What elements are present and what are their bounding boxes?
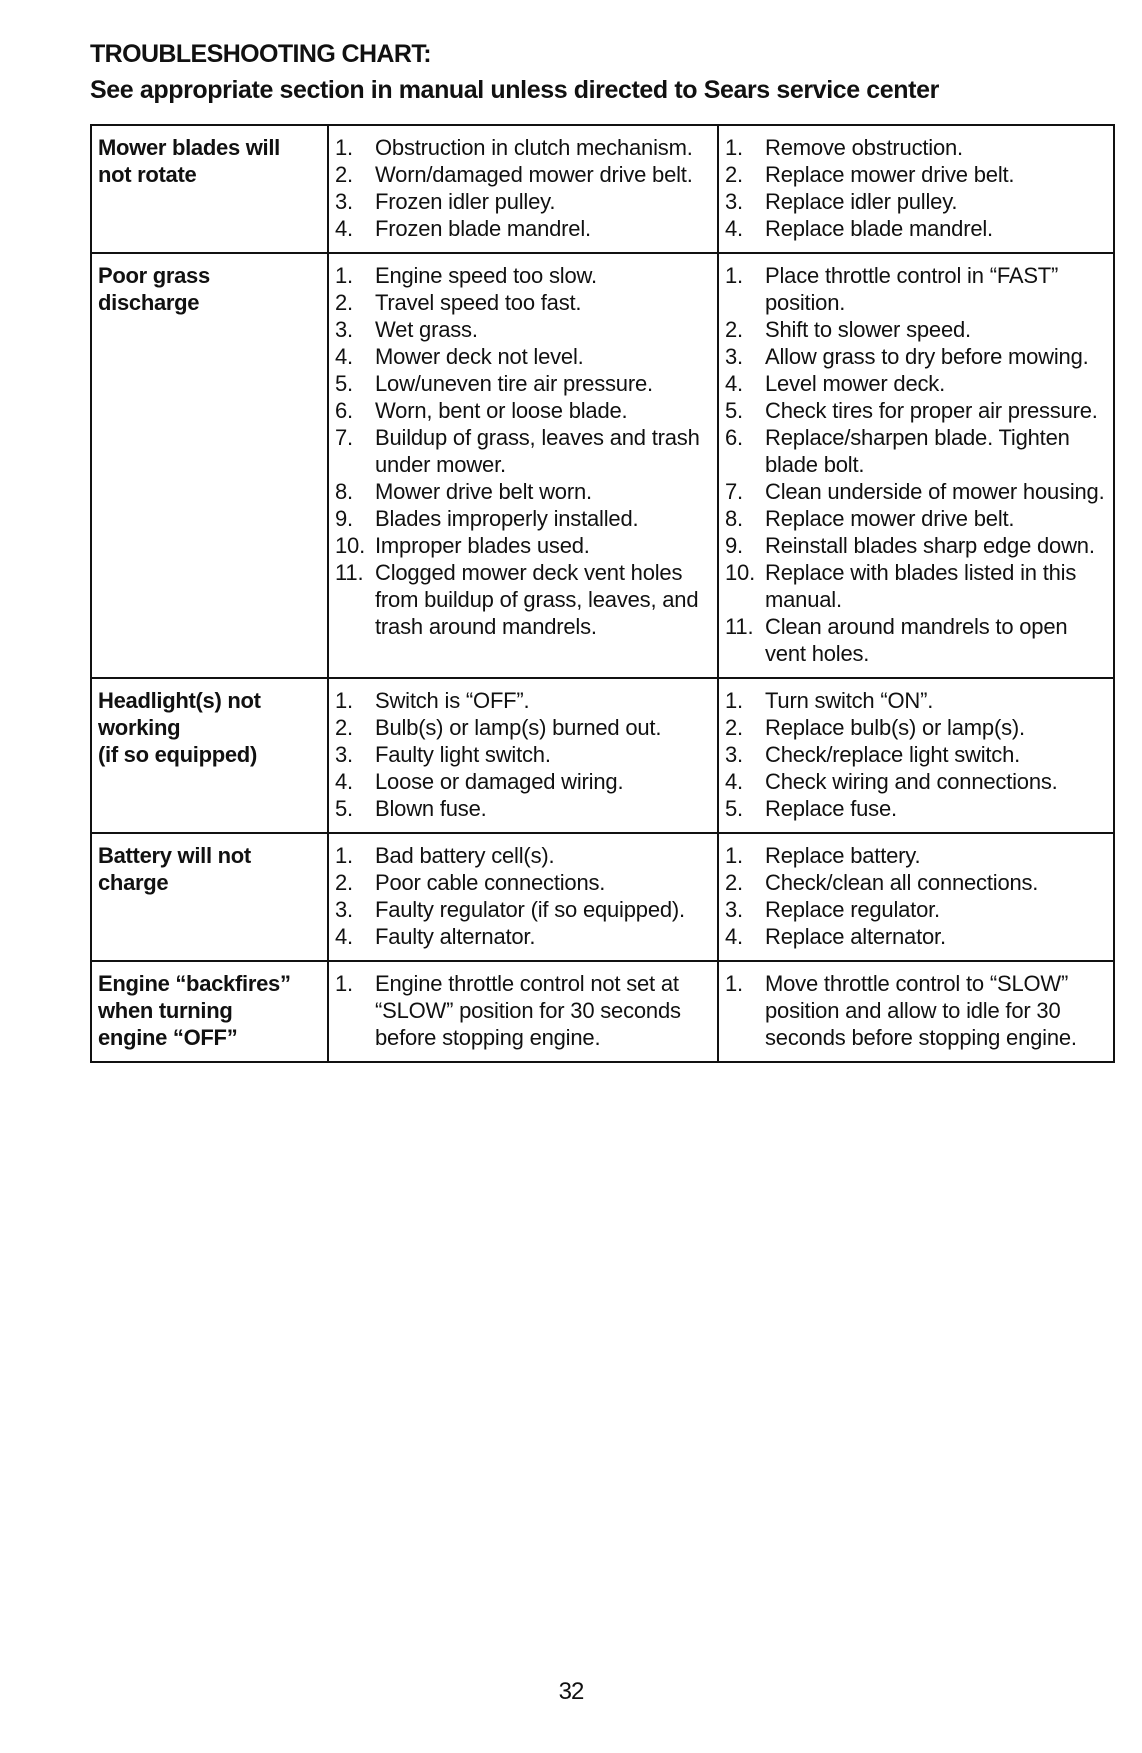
remedy-item [725,134,1107,161]
item-number: 11. [335,560,364,585]
cause-list [335,134,711,242]
item-text: Switch is “OFF”. [375,688,530,713]
item-number: 2. [725,715,743,740]
item-text: Check/clean all connections. [765,870,1039,895]
item-number: 7. [335,425,353,450]
cause-item [335,714,711,741]
item-number: 4. [335,924,353,949]
cause-cell [328,961,718,1062]
remedy-cell [718,961,1114,1062]
item-number: 1. [335,971,353,996]
item-number: 8. [335,479,353,504]
item-number: 5. [725,398,743,423]
item-number: 10. [335,533,365,558]
item-number: 1. [335,135,353,160]
remedy-list [725,970,1107,1051]
cause-item [335,505,711,532]
item-text: Clean around mandrels to open vent holes. [765,614,1068,666]
item-number: 9. [725,533,743,558]
item-text: Replace battery. [765,843,921,868]
remedy-item [725,343,1107,370]
cause-cell [328,125,718,253]
item-text: Faulty alternator. [375,924,536,949]
remedy-list [725,687,1107,822]
cause-item [335,896,711,923]
item-number: 3. [725,742,743,767]
problem-cell: Battery will not charge [91,833,328,961]
item-number: 7. [725,479,743,504]
remedy-item [725,923,1107,950]
item-number: 4. [725,769,743,794]
item-text: Turn switch “ON”. [765,688,934,713]
item-number: 1. [725,971,743,996]
cause-item [335,343,711,370]
cause-item [335,532,711,559]
item-number: 6. [335,398,353,423]
problem-cell: Mower blades will not rotate [91,125,328,253]
item-text: Clogged mower deck vent holes from buildup of grass, leaves, and trash around mandrels. [375,560,699,639]
item-text: Blown fuse. [375,796,487,821]
item-number: 4. [335,769,353,794]
item-text: Engine throttle control not set at “SLOW” position for 30 seconds before stopping engine. [375,971,681,1050]
item-number: 3. [335,317,353,342]
remedy-item [725,741,1107,768]
cause-item [335,262,711,289]
item-text: Move throttle control to “SLOW” position and allow to idle for 30 seconds before stopping engine. [765,971,1077,1050]
cause-item [335,687,711,714]
cause-item [335,741,711,768]
remedy-item [725,687,1107,714]
remedy-item [725,869,1107,896]
item-number: 1. [725,263,743,288]
table-row [91,125,1114,253]
item-text: Replace alternator. [765,924,946,949]
item-number: 4. [725,924,743,949]
item-number: 1. [725,135,743,160]
item-text: Buildup of grass, leaves and trash under mower. [375,425,700,477]
item-number: 5. [725,796,743,821]
item-text: Bad battery cell(s). [375,843,555,868]
problem-cell: Headlight(s) not working (if so equipped) [91,678,328,833]
item-number: 1. [335,843,353,868]
item-text: Mower drive belt worn. [375,479,592,504]
cause-item [335,842,711,869]
remedy-item [725,188,1107,215]
item-text: Replace mower drive belt. [765,506,1015,531]
cause-list [335,262,711,640]
item-number: 8. [725,506,743,531]
remedy-item [725,215,1107,242]
remedy-item [725,768,1107,795]
item-number: 1. [725,843,743,868]
item-number: 3. [725,344,743,369]
item-number: 2. [335,715,353,740]
item-number: 4. [725,371,743,396]
page-number: 32 [558,1678,584,1705]
remedy-list [725,842,1107,950]
troubleshooting-table [90,124,1115,1063]
cause-item [335,215,711,242]
item-text: Travel speed too fast. [375,290,582,315]
table-row [91,253,1114,678]
table-body [91,125,1114,1062]
cause-item [335,768,711,795]
item-text: Poor cable connections. [375,870,606,895]
item-number: 3. [725,189,743,214]
item-text: Low/uneven tire air pressure. [375,371,653,396]
cause-item [335,923,711,950]
item-text: Wet grass. [375,317,478,342]
cause-item [335,316,711,343]
remedy-list [725,262,1107,667]
item-number: 4. [335,216,353,241]
remedy-item [725,505,1107,532]
item-text: Allow grass to dry before mowing. [765,344,1089,369]
item-number: 4. [335,344,353,369]
remedy-item [725,262,1107,316]
cause-item [335,397,711,424]
remedy-item [725,613,1107,667]
item-number: 6. [725,425,743,450]
cause-cell [328,253,718,678]
remedy-cell [718,125,1114,253]
cause-cell [328,678,718,833]
item-number: 1. [335,263,353,288]
item-text: Replace fuse. [765,796,897,821]
cause-list [335,970,711,1051]
item-number: 3. [335,189,353,214]
item-text: Obstruction in clutch mechanism. [375,135,693,160]
item-text: Replace/sharpen blade. Tighten blade bolt. [765,425,1070,477]
remedy-cell [718,833,1114,961]
item-text: Faulty regulator (if so equipped). [375,897,685,922]
cause-list [335,687,711,822]
remedy-item [725,478,1107,505]
item-number: 5. [335,371,353,396]
item-text: Clean underside of mower housing. [765,479,1105,504]
item-text: Worn/damaged mower drive belt. [375,162,693,187]
item-number: 2. [335,162,353,187]
item-number: 3. [725,897,743,922]
remedy-list [725,134,1107,242]
item-number: 3. [335,897,353,922]
cause-item [335,970,711,1051]
remedy-item [725,161,1107,188]
item-text: Replace blade mandrel. [765,216,993,241]
item-text: Replace with blades listed in this manual. [765,560,1077,612]
item-text: Bulb(s) or lamp(s) burned out. [375,715,662,740]
remedy-item [725,896,1107,923]
item-number: 1. [335,688,353,713]
remedy-item [725,532,1107,559]
item-text: Place throttle control in “FAST” position. [765,263,1059,315]
item-number: 2. [725,162,743,187]
item-number: 2. [725,317,743,342]
item-text: Check/replace light switch. [765,742,1021,767]
item-number: 11. [725,614,754,639]
item-number: 2. [725,870,743,895]
item-number: 2. [335,290,353,315]
cause-item [335,424,711,478]
problem-cell: Poor grass discharge [91,253,328,678]
cause-item [335,478,711,505]
cause-item [335,559,711,640]
cause-item [335,188,711,215]
cause-item [335,134,711,161]
item-number: 2. [335,870,353,895]
remedy-cell [718,253,1114,678]
remedy-item [725,397,1107,424]
item-number: 9. [335,506,353,531]
item-text: Level mower deck. [765,371,946,396]
item-number: 10. [725,560,755,585]
cause-item [335,161,711,188]
item-text: Frozen blade mandrel. [375,216,591,241]
item-number: 5. [335,796,353,821]
item-number: 4. [725,216,743,241]
cause-item [335,289,711,316]
item-text: Replace mower drive belt. [765,162,1015,187]
item-text: Reinstall blades sharp edge down. [765,533,1095,558]
item-text: Replace idler pulley. [765,189,958,214]
cause-list [335,842,711,950]
item-text: Loose or damaged wiring. [375,769,624,794]
item-text: Frozen idler pulley. [375,189,556,214]
remedy-item [725,559,1107,613]
item-text: Shift to slower speed. [765,317,971,342]
remedy-item [725,842,1107,869]
item-text: Blades improperly installed. [375,506,639,531]
item-text: Improper blades used. [375,533,590,558]
cause-item [335,869,711,896]
item-text: Mower deck not level. [375,344,584,369]
item-text: Replace bulb(s) or lamp(s). [765,715,1025,740]
item-number: 3. [335,742,353,767]
cause-cell [328,833,718,961]
table-row [91,961,1114,1062]
item-text: Engine speed too slow. [375,263,597,288]
table-row [91,678,1114,833]
chart-header [90,38,1120,106]
remedy-item [725,795,1107,822]
table-row [91,833,1114,961]
item-text: Faulty light switch. [375,742,551,767]
problem-cell: Engine “backfires” when turning engine “OFF” [91,961,328,1062]
item-text: Worn, bent or loose blade. [375,398,628,423]
cause-item [335,370,711,397]
chart-title: TROUBLESHOOTING CHART: [90,40,431,68]
remedy-item [725,714,1107,741]
cause-item [335,795,711,822]
item-number: 1. [725,688,743,713]
remedy-item [725,424,1107,478]
remedy-item [725,970,1107,1051]
remedy-item [725,370,1107,397]
item-text: Remove obstruction. [765,135,963,160]
item-text: Replace regulator. [765,897,940,922]
item-text: Check wiring and connections. [765,769,1058,794]
chart-subtitle: See appropriate section in manual unless directed to Sears service center [90,76,939,104]
remedy-cell [718,678,1114,833]
remedy-item [725,316,1107,343]
item-text: Check tires for proper air pressure. [765,398,1098,423]
